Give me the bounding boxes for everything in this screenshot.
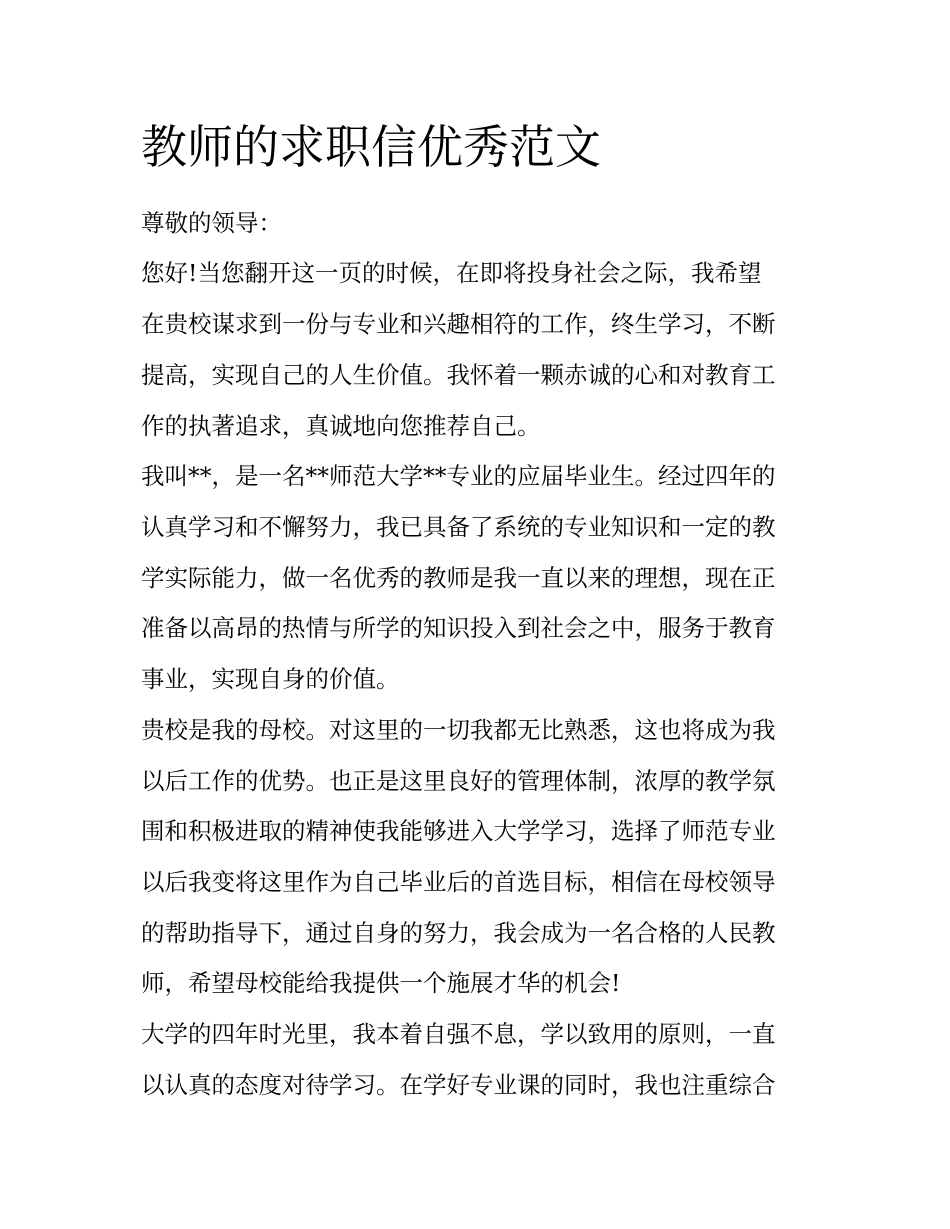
body-line: 在贵校谋求到一份与专业和兴趣相符的工作，终生学习，不断 [141, 310, 776, 338]
body-line: 提高，实现自己的人生价值。我怀着一颗赤诚的心和对教育工 [141, 361, 776, 389]
body-line: 师，希望母校能给我提供一个施展才华的机会! [141, 969, 621, 997]
body-line: 以后工作的优势。也正是这里良好的管理体制，浓厚的教学氛 [141, 767, 776, 795]
body-line: 认真学习和不懈努力，我已具备了系统的专业知识和一定的教 [141, 513, 776, 541]
body-line: 准备以高昂的热情与所学的知识投入到社会之中，服务于教育 [141, 614, 776, 642]
body-line: 学实际能力，做一名优秀的教师是我一直以来的理想，现在正 [141, 564, 776, 592]
body-line: 作的执著追求，真诚地向您推荐自己。 [141, 412, 541, 440]
body-line: 大学的四年时光里，我本着自强不息，学以致用的原则，一直 [141, 1020, 776, 1048]
body-line: 围和积极进取的精神使我能够进入大学学习，选择了师范专业 [141, 817, 776, 845]
body-line: 贵校是我的母校。对这里的一切我都无比熟悉，这也将成为我 [141, 716, 776, 744]
body-line: 事业，实现自身的价值。 [141, 665, 400, 693]
body-line: 以认真的态度对待学习。在学好专业课的同时，我也注重综合 [141, 1071, 776, 1099]
body-line: 以后我变将这里作为自己毕业后的首选目标，相信在母校领导 [141, 868, 776, 896]
salutation-line: 尊敬的领导： [141, 209, 282, 237]
document-title: 教师的求职信优秀范文 [141, 120, 601, 174]
body-line: 的帮助指导下，通过自身的努力，我会成为一名合格的人民教 [141, 919, 776, 947]
body-line: 我叫**，是一名**师范大学**专业的应届毕业生。经过四年的 [141, 462, 776, 490]
body-line: 您好!当您翻开这一页的时候，在即将投身社会之际，我希望 [141, 259, 762, 287]
